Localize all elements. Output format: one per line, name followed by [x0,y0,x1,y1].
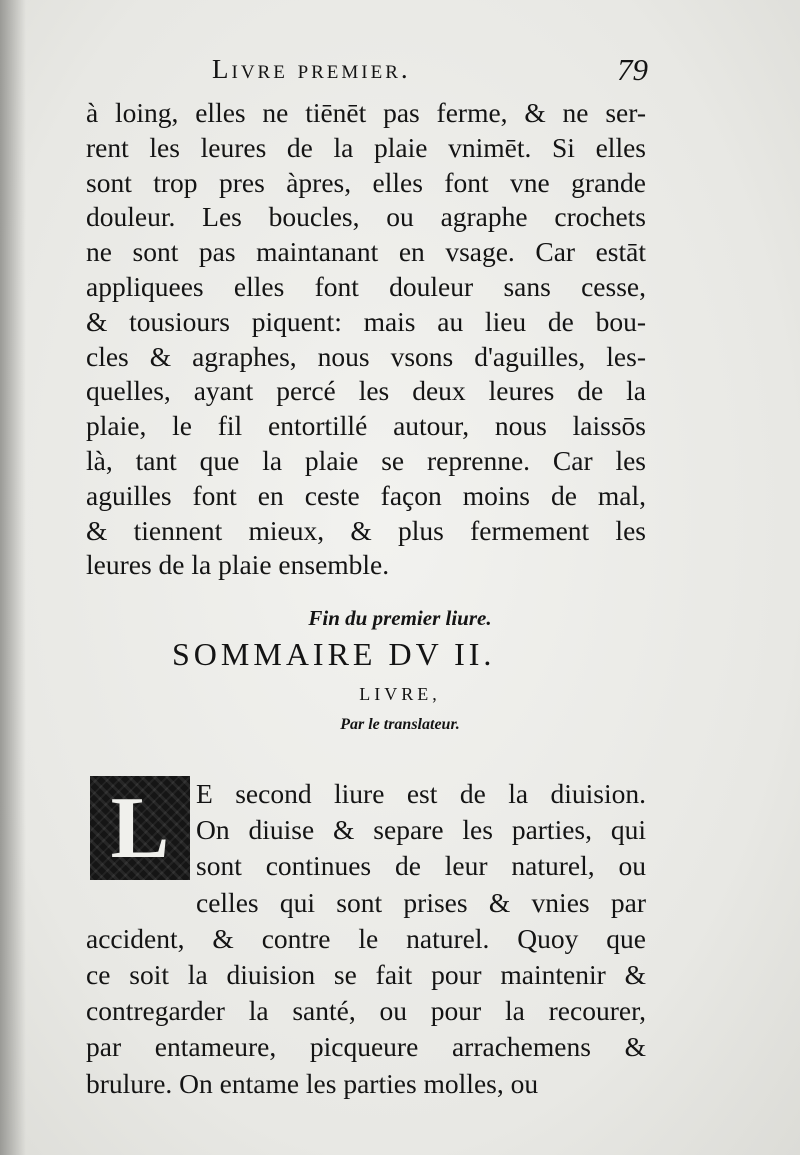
text-line: par entameure, picqueure arrachemens & [86,1031,646,1063]
text-line: brulure. On entame les parties molles, ou [86,1067,539,1099]
running-header [212,54,648,90]
page-number: 79 [617,52,648,87]
text-line: là, tant que la plaie se reprenne. Car les [86,444,646,476]
text-line: contregarder la santé, ou pour la recourer, [86,995,646,1027]
section-subheading: LIVRE, [359,684,441,704]
ornamental-drop-cap: L [90,776,190,880]
text-line: aguilles font en ceste façon moins de mal, [86,479,646,511]
body-text [86,96,646,583]
page-gutter-shadow [0,0,26,1155]
text-line: accident, & contre le naturel. Quoy que [86,922,646,954]
text-line: douleur. Les boucles, ou agraphe crochets [86,201,646,233]
text-line: celles qui sont prises & vnies par [196,886,646,918]
text-line: sont continues de leur naturel, ou [196,850,646,882]
text-line: rent les leures de la plaie vnimēt. Si elles [86,131,646,163]
text-line: & tiennent mieux, & plus fermement les [86,514,646,546]
text-line: appliquees elles font douleur sans cesse, [86,270,646,302]
text-line: leures de la plaie ensemble. [86,549,390,581]
text-line: à loing, elles ne tiēnēt pas ferme, & ne ser- [86,97,646,128]
text-line: E second liure est de la diuision. [196,778,646,809]
text-line: plaie, le fil entortillé autour, nous laissōs [86,410,646,442]
end-of-book-note: Fin du premier liure. [308,606,492,630]
running-title: Livre premier. [212,54,411,84]
text-line: quelles, ayant percé les deux leures de la [86,375,646,407]
text-line: cles & agraphes, nous vsons d'aguilles, les- [86,340,646,372]
section-two-text [86,776,646,1102]
text-line: On diuise & separe les parties, qui [196,814,646,846]
text-line: ce soit la diuision se fait pour maintenir & [86,958,646,990]
text-line: sont trop pres àpres, elles font vne grande [86,166,646,198]
section-heading: SOMMAIRE DV II. [172,636,496,672]
translator-credit: Par le translateur. [340,716,460,733]
text-line: & tousiours piquent: mais au lieu de bou- [86,305,646,337]
text-line: ne sont pas maintanant en vsage. Car estāt [86,236,646,268]
